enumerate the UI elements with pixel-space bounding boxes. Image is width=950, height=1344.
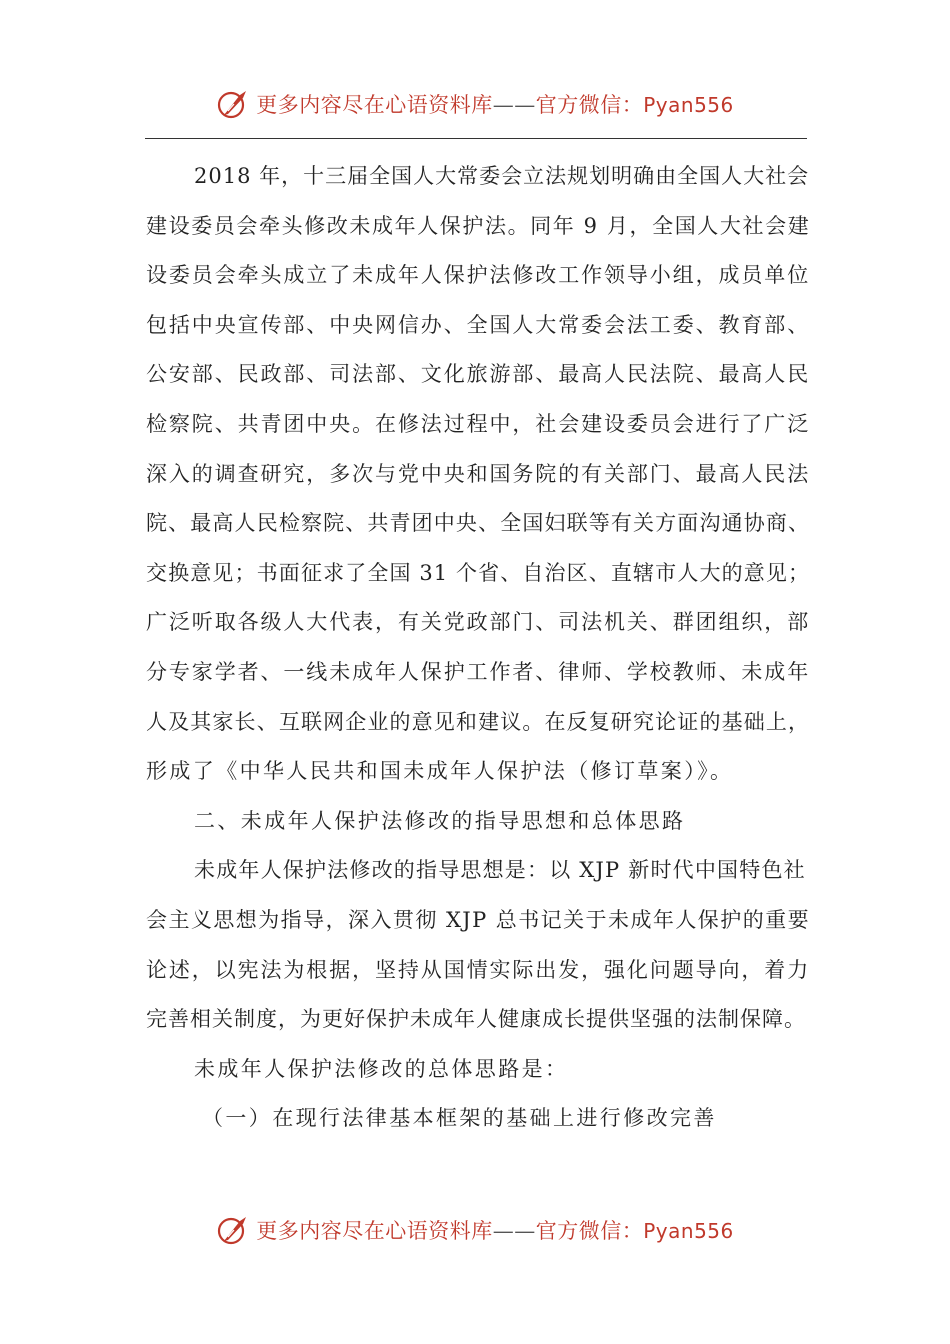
banner-wechat-label: 官方微信： — [535, 1219, 644, 1243]
banner-separator: —— — [492, 1219, 536, 1243]
banner-wechat-id: Pyan556 — [643, 93, 734, 117]
section-heading: 二、未成年人保护法修改的指导思想和总体思路 — [194, 808, 686, 833]
footer-banner-text — [256, 1215, 734, 1245]
header-rule — [145, 138, 807, 139]
paragraph-line: 交换意见；书面征求了全国 31 个省、自治区、直辖市人大的意见； — [146, 560, 810, 585]
paragraph-line: 建设委员会牵头修改未成年人保护法。同年 9 月，全国人大社会建 — [146, 213, 811, 238]
paragraph-line: 设委员会牵头成立了未成年人保护法修改工作领导小组，成员单位 — [146, 263, 810, 288]
paragraph-line: 未成年人保护法修改的总体思路是： — [194, 1056, 569, 1081]
footer-banner — [0, 1210, 950, 1250]
banner-brand: 更多内容尽在心语资料库 — [256, 1219, 493, 1243]
paragraph-line: 公安部、民政部、司法部、文化旅游部、最高人民法院、最高人民 — [146, 362, 810, 387]
quill-logo-icon — [216, 1213, 250, 1247]
paragraph-line: 2018 年，十三届全国人大常委会立法规划明确由全国人大社会 — [194, 164, 810, 188]
paragraph-line: 检察院、共青团中央。在修法过程中，社会建设委员会进行了广泛 — [146, 411, 810, 436]
paragraph-line: 分专家学者、一线未成年人保护工作者、律师、学校教师、未成年 — [146, 659, 810, 684]
paragraph-line: 形成了《中华人民共和国未成年人保护法（修订草案）》。 — [146, 759, 734, 784]
banner-brand: 更多内容尽在心语资料库 — [256, 93, 493, 117]
paragraph-line: 院、最高人民检察院、共青团中央、全国妇联等有关方面沟通协商、 — [146, 511, 810, 536]
paragraph-line: 未成年人保护法修改的指导思想是：以 XJP 新时代中国特色社 — [194, 858, 806, 883]
header-banner — [0, 84, 950, 124]
paragraph-line: 人及其家长、互联网企业的意见和建议。在反复研究论证的基础上， — [146, 709, 810, 734]
quill-logo-icon — [216, 87, 250, 121]
paragraph-line: 会主义思想为指导，深入贯彻 XJP 总书记关于未成年人保护的重要 — [146, 907, 810, 932]
header-banner-text — [256, 89, 734, 119]
paragraph-line: 完善相关制度，为更好保护未成年人健康成长提供坚强的法制保障。 — [146, 1007, 806, 1032]
paragraph-line: 论述，以宪法为根据，坚持从国情实际出发，强化问题导向，着力 — [146, 957, 810, 982]
banner-wechat-id: Pyan556 — [643, 1219, 734, 1243]
banner-separator: —— — [492, 93, 536, 117]
document-body — [146, 152, 810, 1144]
paragraph-line: 广泛听取各级人大代表，有关党政部门、司法机关、群团组织，部 — [146, 610, 810, 635]
subsection-heading: （一）在现行法律基本框架的基础上进行修改完善 — [202, 1106, 717, 1131]
banner-wechat-label: 官方微信： — [535, 93, 644, 117]
paragraph-line: 深入的调查研究，多次与党中央和国务院的有关部门、最高人民法 — [146, 461, 810, 486]
paragraph-line: 包括中央宣传部、中央网信办、全国人大常委会法工委、教育部、 — [146, 312, 810, 337]
